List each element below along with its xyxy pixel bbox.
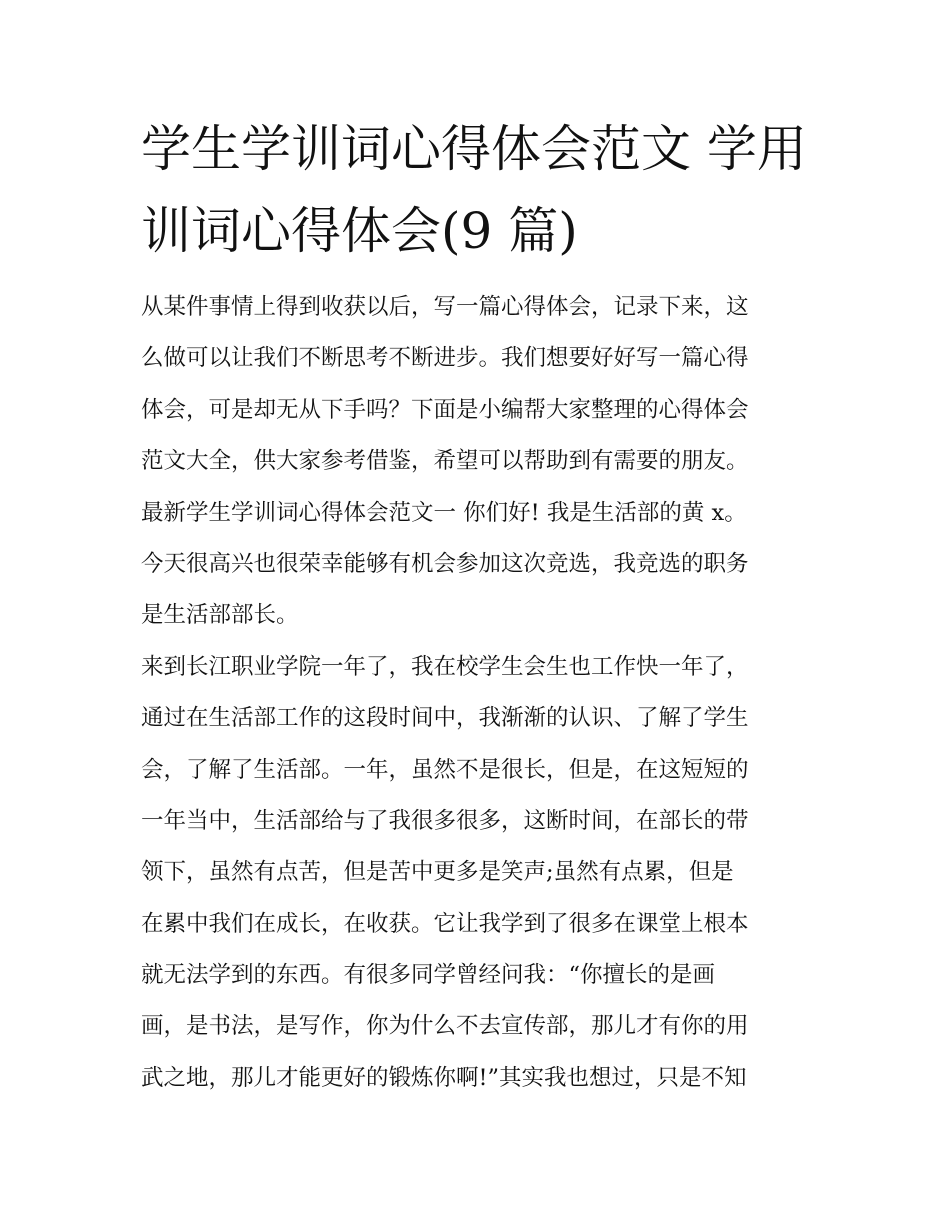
body-line: 通过在生活部工作的这段时间中，我渐渐的认识、了解了学生 <box>141 705 749 732</box>
body-line: 武之地，那儿才能更好的锻炼你啊!”其实我也想过，只是不知 <box>141 1064 747 1091</box>
body-line: 领下，虽然有点苦，但是苦中更多是笑声;虽然有点累，但是 <box>141 859 734 886</box>
body-line: 从某件事情上得到收获以后，写一篇心得体会，记录下来，这 <box>141 294 749 320</box>
body-line: 是生活部部长。 <box>141 602 299 629</box>
body-line: 体会，可是却无从下手吗？下面是小编帮大家整理的心得体会 <box>141 396 749 423</box>
body-line: 在累中我们在成长，在收获。它让我学到了很多在课堂上根本 <box>141 910 749 937</box>
document-body <box>141 282 821 1104</box>
document-title <box>141 108 821 272</box>
body-line: 今天很高兴也很荣幸能够有机会参加这次竞选，我竞选的职务 <box>141 550 749 577</box>
title-line: 学生学训词心得体会范文 学用 <box>141 120 807 178</box>
body-line: 画，是书法，是写作，你为什么不去宣传部，那儿才有你的用 <box>141 1013 749 1040</box>
body-line: 范文大全，供大家参考借鉴，希望可以帮助到有需要的朋友。 <box>141 448 749 475</box>
body-line: 么做可以让我们不断思考不断进步。我们想要好好写一篇心得 <box>141 345 749 372</box>
title-line: 训词心得体会(9 篇) <box>141 202 578 260</box>
body-line: 就无法学到的东西。有很多同学曾经问我：“你擅长的是画 <box>141 962 716 989</box>
body-line: 一年当中，生活部给与了我很多很多，这断时间，在部长的带 <box>141 807 749 834</box>
body-line: 最新学生学训词心得体会范文一 你们好! 我是生活部的黄 x。 <box>141 499 747 526</box>
body-line: 来到长江职业学院一年了，我在校学生会生也工作快一年了， <box>141 653 749 680</box>
body-line: 会，了解了生活部。一年，虽然不是很长，但是，在这短短的 <box>141 756 749 783</box>
